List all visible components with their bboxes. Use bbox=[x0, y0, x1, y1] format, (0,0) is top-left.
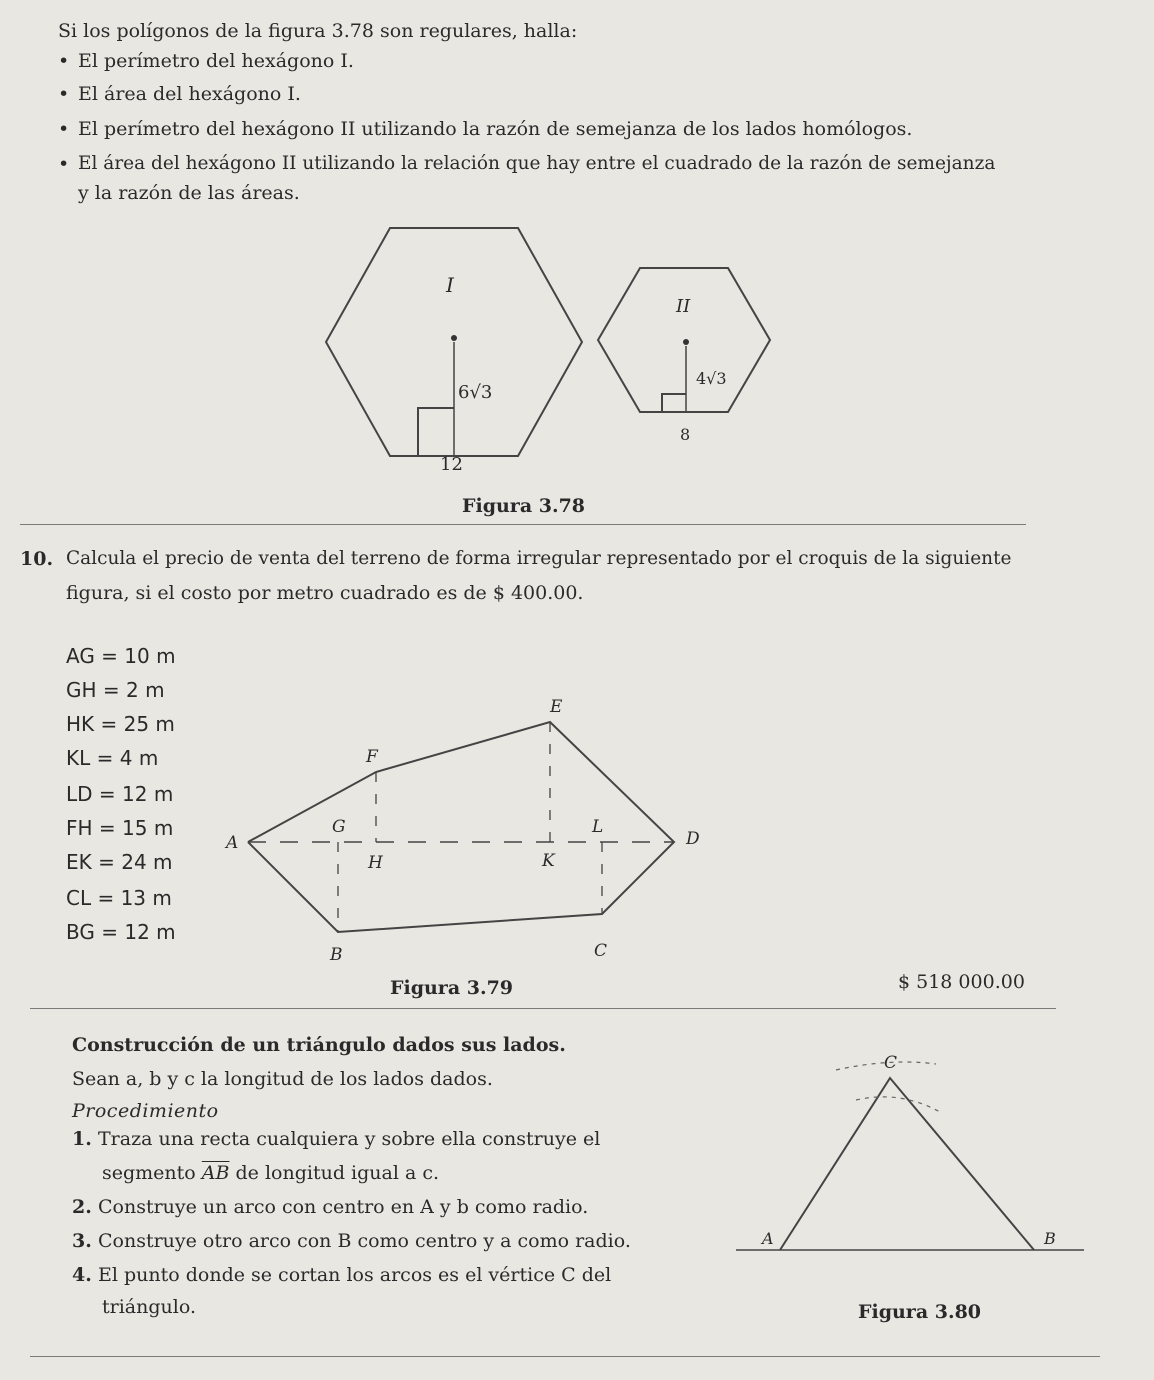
bullet-1: • bbox=[58, 50, 70, 72]
figure-3-80-caption: Figura 3.80 bbox=[858, 1301, 982, 1323]
step-3-num: 3. bbox=[72, 1230, 92, 1252]
problem10-text-line1: Calcula el precio de venta del terreno de forma irregular representado por el croquis de la siguiente bbox=[66, 548, 1012, 569]
hexagon-I-side-label: 12 bbox=[440, 454, 463, 475]
step-4-cont: triángulo. bbox=[102, 1296, 196, 1318]
figure-3-78-caption: Figura 3.78 bbox=[462, 495, 586, 517]
measure-EK: EK = 24 m bbox=[66, 850, 173, 874]
problem9-intro: Si los polígonos de la figura 3.78 son regulares, halla: bbox=[58, 20, 578, 42]
hexagon-I-label: I bbox=[446, 273, 454, 297]
bullet-4-cont: y la razón de las áreas. bbox=[78, 182, 300, 204]
construction-sub: Sean a, b y c la longitud de los lados dados. bbox=[72, 1068, 493, 1090]
step-1-segment-word: segmento bbox=[102, 1162, 196, 1184]
point-K: K bbox=[542, 851, 555, 871]
divider-3 bbox=[30, 1356, 1100, 1357]
procedure-heading: Procedimiento bbox=[72, 1100, 219, 1122]
bullet-3-text: El perímetro del hexágono II utilizando la razón de semejanza de los lados homólogos. bbox=[78, 118, 913, 140]
point-L: L bbox=[592, 817, 604, 837]
point-A: A bbox=[226, 833, 239, 853]
point-D: D bbox=[686, 829, 700, 849]
point-F: F bbox=[366, 747, 378, 767]
point-B: B bbox=[330, 945, 343, 965]
vertex-C: C bbox=[884, 1053, 898, 1073]
problem10-number: 10. bbox=[20, 548, 54, 570]
hexagon-II-apothem-label: 4√3 bbox=[696, 369, 727, 388]
step-2-text: Construye un arco con centro en A y b como radio. bbox=[98, 1196, 589, 1218]
construction-title: Construcción de un triángulo dados sus lados. bbox=[72, 1034, 566, 1056]
measure-KL: KL = 4 m bbox=[66, 746, 159, 770]
point-C: C bbox=[594, 941, 608, 961]
bullet-2: • bbox=[58, 83, 70, 105]
bullet-1-text: El perímetro del hexágono I. bbox=[78, 50, 354, 72]
measure-GH: GH = 2 m bbox=[66, 678, 165, 702]
figure-3-79-caption: Figura 3.79 bbox=[390, 977, 514, 999]
measure-AG: AG = 10 m bbox=[66, 644, 176, 668]
step-1-num: 1. bbox=[72, 1128, 92, 1150]
vertex-A: A bbox=[762, 1229, 774, 1248]
step-1-text-end: de longitud igual a c. bbox=[235, 1162, 439, 1184]
step-4-text: El punto donde se cortan los arcos es el vértice C del bbox=[98, 1264, 612, 1286]
bullet-2-text: El área del hexágono I. bbox=[78, 83, 301, 105]
measure-CL: CL = 13 m bbox=[66, 886, 172, 910]
segment-AB: $\overline{AB}$ bbox=[201, 1162, 230, 1184]
bullet-4: • bbox=[58, 153, 70, 175]
point-G: G bbox=[332, 817, 346, 837]
step-2-num: 2. bbox=[72, 1196, 92, 1218]
problem10-answer: $ 518 000.00 bbox=[898, 971, 1025, 993]
measure-BG: BG = 12 m bbox=[66, 920, 176, 944]
bullet-4-text: El área del hexágono II utilizando la relación que hay entre el cuadrado de la razón de semejanza bbox=[78, 153, 996, 174]
point-H: H bbox=[368, 853, 383, 873]
problem10-text-line2: figura, si el costo por metro cuadrado es de $ 400.00. bbox=[66, 582, 584, 604]
measure-HK: HK = 25 m bbox=[66, 712, 175, 736]
hexagon-II-side-label: 8 bbox=[680, 425, 691, 444]
hexagon-I-apothem-label: 6√3 bbox=[458, 382, 493, 403]
vertex-B: B bbox=[1044, 1229, 1056, 1248]
bullet-3: • bbox=[58, 118, 70, 140]
step-4-num: 4. bbox=[72, 1264, 92, 1286]
point-E: E bbox=[550, 697, 563, 717]
measure-FH: FH = 15 m bbox=[66, 816, 174, 840]
triangle-sides bbox=[780, 1078, 1034, 1250]
step-3-text: Construye otro arco con B como centro y a como radio. bbox=[98, 1230, 631, 1252]
hexagon-II-label: II bbox=[676, 296, 691, 317]
measure-LD: LD = 12 m bbox=[66, 782, 174, 806]
step-1-text: Traza una recta cualquiera y sobre ella construye el bbox=[98, 1128, 601, 1150]
